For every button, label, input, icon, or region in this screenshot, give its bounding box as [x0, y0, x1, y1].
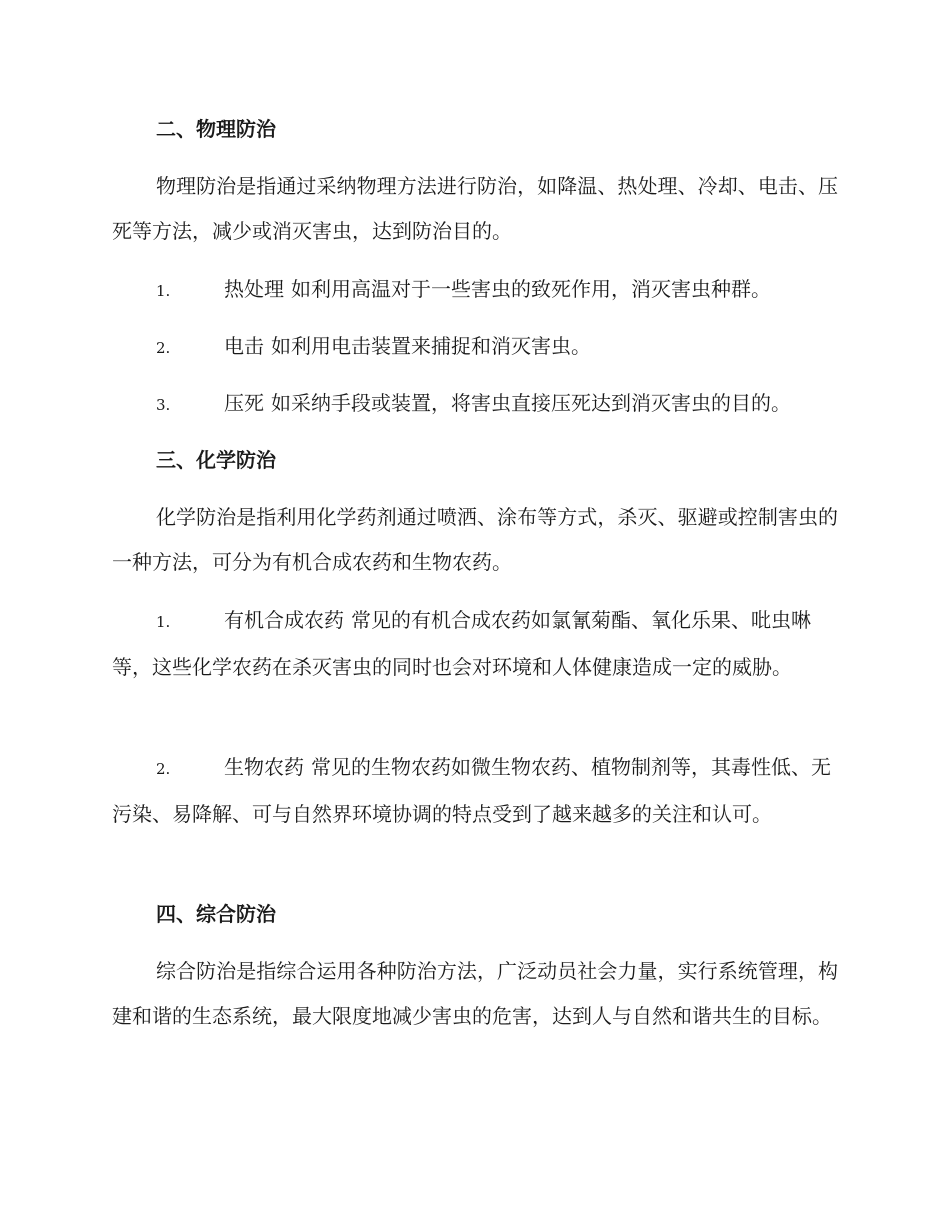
list-item [112, 267, 838, 314]
list-item-number: 1. [156, 613, 171, 631]
list-item-term: 有机合成农药 [224, 608, 344, 632]
list-item-term: 压死 [224, 391, 264, 415]
section-heading-physical: 二、物理防治 [156, 117, 276, 141]
list-item-term: 电击 [224, 334, 264, 358]
list-item-term: 生物农药 [224, 755, 304, 779]
list-item-text: 如采纳手段或装置，将害虫直接压死达到消灭害虫的目的。 [271, 391, 791, 415]
list-item-number: 3. [156, 396, 171, 414]
list-item [112, 745, 838, 837]
list-item [112, 598, 838, 690]
list-item [112, 324, 838, 371]
section-intro-integrated: 综合防治是指综合运用各种防治方法，广泛动员社会力量，实行系统管理，构建和谐的生态系统，最大限度地减少害虫的危害，达到人与自然和谐共生的目标。 [112, 959, 838, 1028]
section-heading-chemical: 三、化学防治 [156, 448, 276, 472]
list-item-text: 如利用电击装置来捕捉和消灭害虫。 [271, 334, 591, 358]
list-item-term: 热处理 [224, 277, 284, 301]
list-item-text: 常见的有机合成农药如氯氰菊酯、氧化乐果、吡虫啉等，这些化学农药在杀灭害虫的同时也会对环境和人体健康造成一定的威胁。 [112, 608, 811, 679]
list-item-text: 常见的生物农药如微生物农药、植物制剂等，其毒性低、无污染、易降解、可与自然界环境协调的特点受到了越来越多的关注和认可。 [112, 755, 831, 826]
list-item-number: 2. [156, 760, 171, 778]
list-item-text: 如利用高温对于一些害虫的致死作用，消灭害虫种群。 [291, 277, 771, 301]
list-item-number: 2. [156, 339, 171, 357]
section-intro-physical: 物理防治是指通过采纳物理方法进行防治，如降温、热处理、冷却、电击、压死等方法，减少或消灭害虫，达到防治目的。 [112, 174, 838, 243]
list-item-number: 1. [156, 282, 171, 300]
section-intro-chemical: 化学防治是指利用化学药剂通过喷洒、涂布等方式，杀灭、驱避或控制害虫的一种方法，可分为有机合成农药和生物农药。 [112, 505, 838, 574]
section-heading-integrated: 四、综合防治 [156, 902, 276, 926]
list-item [112, 381, 838, 428]
